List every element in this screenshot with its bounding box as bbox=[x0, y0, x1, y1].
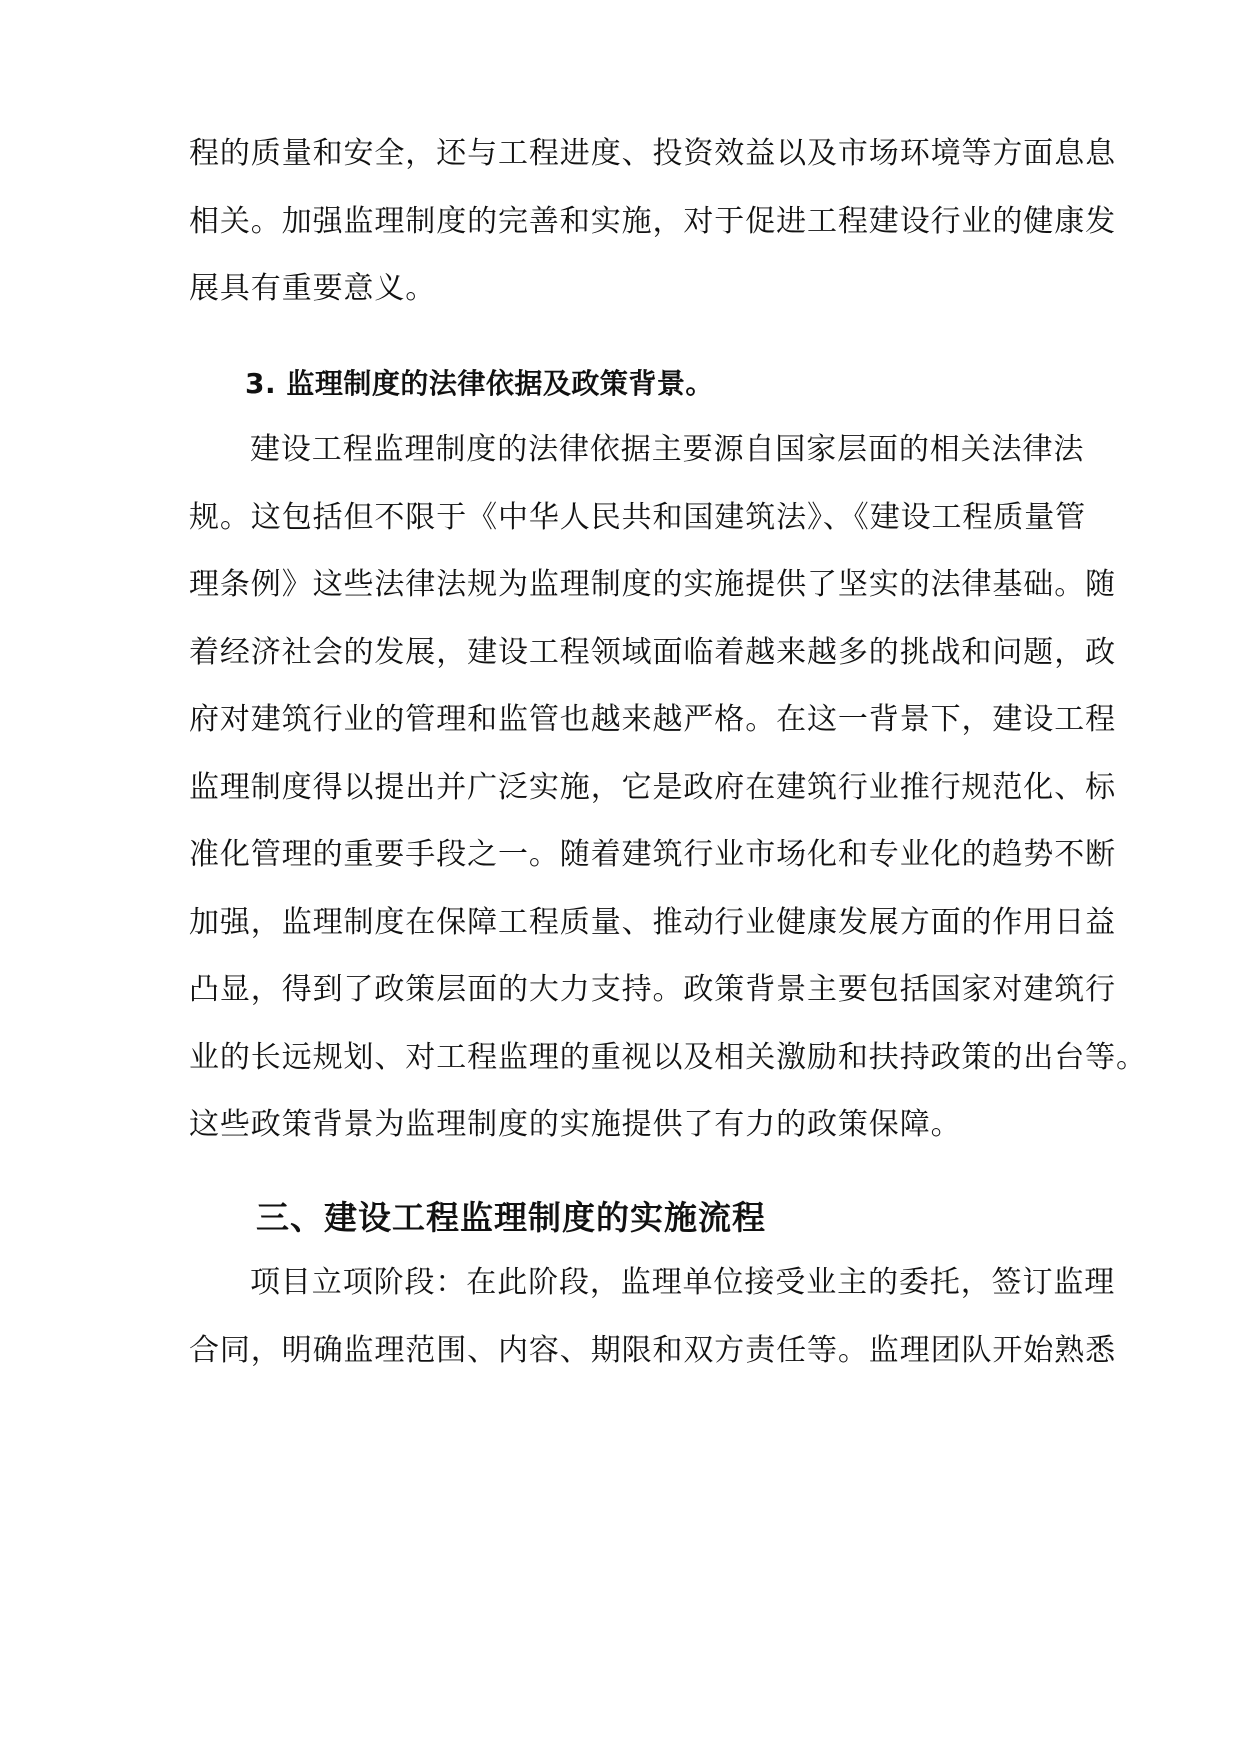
chapter-3-line-1: 项目立项阶段：在此阶段，监理单位接受业主的委托，签订监理 bbox=[250, 1265, 1116, 1300]
section-3-line-11: 这些政策背景为监理制度的实施提供了有力的政策保障。 bbox=[189, 1107, 962, 1142]
section-3-line-9: 凸显，得到了政策层面的大力支持。政策背景主要包括国家对建筑行 bbox=[189, 972, 1116, 1007]
section-3-line-4: 着经济社会的发展，建设工程领域面临着越来越多的挑战和问题，政 bbox=[189, 635, 1116, 670]
intro-line-3: 展具有重要意义。 bbox=[189, 271, 437, 306]
section-3-line-3: 理条例》这些法律法规为监理制度的实施提供了坚实的法律基础。随 bbox=[189, 567, 1116, 602]
section-3-line-7: 准化管理的重要手段之一。随着建筑行业市场化和专业化的趋势不断 bbox=[189, 837, 1116, 872]
section-3-line-2: 规。这包括但不限于《中华人民共和国建筑法》、《建设工程质量管 bbox=[189, 500, 1086, 535]
section-3-line-10: 业的长远规划、对工程监理的重视以及相关激励和扶持政策的出台等。 bbox=[189, 1040, 1147, 1075]
section-3-line-1: 建设工程监理制度的法律依据主要源自国家层面的相关法律法 bbox=[250, 432, 1085, 467]
section-3-line-6: 监理制度得以提出并广泛实施，它是政府在建筑行业推行规范化、标 bbox=[189, 770, 1116, 805]
chapter-3-line-2: 合同，明确监理范围、内容、期限和双方责任等。监理团队开始熟悉 bbox=[189, 1333, 1116, 1368]
section-3-heading: 3. 监理制度的法律依据及政策背景。 bbox=[245, 367, 714, 400]
section-3-line-5: 府对建筑行业的管理和监管也越来越严格。在这一背景下，建设工程 bbox=[189, 702, 1116, 737]
intro-line-2: 相关。加强监理制度的完善和实施，对于促进工程建设行业的健康发 bbox=[189, 204, 1116, 239]
chapter-3-heading: 三、建设工程监理制度的实施流程 bbox=[256, 1198, 766, 1237]
intro-line-1: 程的质量和安全，还与工程进度、投资效益以及市场环境等方面息息 bbox=[189, 136, 1116, 171]
section-3-line-8: 加强，监理制度在保障工程质量、推动行业健康发展方面的作用日益 bbox=[189, 905, 1116, 940]
